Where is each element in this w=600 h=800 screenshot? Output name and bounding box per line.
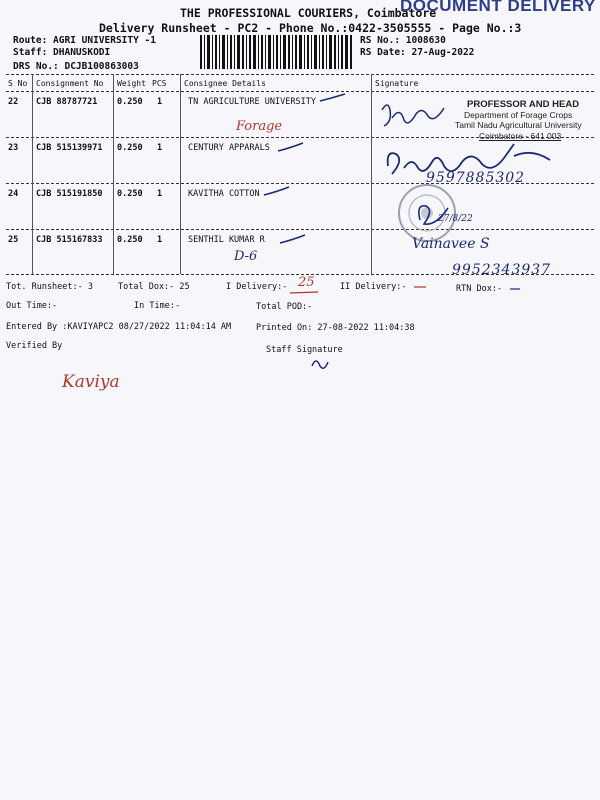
header-consignment: Consignment No <box>36 79 104 88</box>
company-name: THE PROFESSIONAL COURIERS, Coimbatore <box>180 6 437 20</box>
staff-signature-label: Staff Signature <box>266 345 343 355</box>
tick-mark <box>262 184 292 198</box>
row-weight: 0.250 <box>117 97 143 107</box>
row-pcs: 1 <box>157 235 163 245</box>
route-label: Route: AGRI UNIVERSITY -1 <box>13 35 156 46</box>
recipient-signature-icon <box>378 98 450 136</box>
handwritten-verifier: Kaviya <box>62 372 120 392</box>
rs-number: RS No.: 1008630 <box>360 35 446 46</box>
header-pcs: PCS <box>152 79 167 88</box>
tick-mark <box>278 232 308 246</box>
row-divider <box>6 229 594 230</box>
row-consignee: TN AGRICULTURE UNIVERSITY <box>188 97 316 107</box>
handwritten-date: 27/8/22 <box>438 214 473 224</box>
handwritten-forage-note: Forage <box>236 119 283 134</box>
row-sno: 24 <box>8 189 19 199</box>
header-signature: Signature <box>375 79 419 88</box>
i-delivery-label: I Delivery:- <box>226 282 288 292</box>
stamp-title: PROFESSOR AND HEAD <box>467 99 580 110</box>
row-consignee: CENTURY APPARALS <box>188 143 270 153</box>
entered-by: Entered By :KAVIYAPC2 08/27/2022 11:04:14 AM <box>6 322 232 332</box>
row-consignee: SENTHIL KUMAR R <box>188 235 265 245</box>
row-pcs: 1 <box>157 189 163 199</box>
column-divider <box>113 74 114 274</box>
handwritten-d6-note: D-6 <box>234 249 258 264</box>
row-weight: 0.250 <box>117 143 143 153</box>
rs-date: RS Date: 27-Aug-2022 <box>360 47 475 58</box>
handwritten-i-delivery: 25 <box>298 275 315 290</box>
runsheet-subtitle: Delivery Runsheet - PC2 - Phone No.:0422-3505555 - Page No.:3 <box>99 21 522 35</box>
column-divider <box>180 74 181 274</box>
row-consignment: CJB 515139971 <box>36 143 103 153</box>
stamp-university: Tamil Nadu Agricultural University <box>455 120 582 130</box>
row-consignment: CJB 515191850 <box>36 189 103 199</box>
column-divider <box>371 74 372 274</box>
drs-number: DRS No.: DCJB100863003 <box>13 61 139 72</box>
out-time-label: Out Time:- <box>6 301 58 311</box>
tot-runsheet: Tot. Runsheet:- 3 <box>6 282 93 292</box>
stamp-city: Coimbatore - 641 003 <box>479 131 562 141</box>
row-consignee: KAVITHA COTTON <box>188 189 260 199</box>
dash-mark <box>510 286 522 292</box>
underline-mark <box>290 290 320 296</box>
dash-mark <box>414 284 428 290</box>
row-pcs: 1 <box>157 143 163 153</box>
row-weight: 0.250 <box>117 235 143 245</box>
rtn-dox-label: RTN Dox:- <box>456 284 503 294</box>
column-divider <box>32 74 33 274</box>
in-time-label: In Time:- <box>134 301 181 311</box>
header-sno: S No <box>8 79 28 88</box>
total-dox: Total Dox:- 25 <box>118 282 190 292</box>
table-top-border <box>6 74 594 75</box>
row-weight: 0.250 <box>117 189 143 199</box>
row-sno: 25 <box>8 235 19 245</box>
handwritten-phone: 9597885302 <box>426 170 526 186</box>
staff-signature-icon <box>308 354 332 374</box>
row-sno: 23 <box>8 143 19 153</box>
row-consignment: CJB 88787721 <box>36 97 98 107</box>
header-consignee: Consignee Details <box>184 79 266 88</box>
recipient-signature-icon <box>414 196 454 230</box>
total-pod-label: Total POD:- <box>256 302 313 312</box>
ii-delivery-label: II Delivery:- <box>340 282 407 292</box>
tick-mark <box>276 140 306 154</box>
tick-mark <box>318 92 348 104</box>
document-delivery-stamp: DOCUMENT DELIVERY <box>400 0 596 15</box>
row-pcs: 1 <box>157 97 163 107</box>
printed-on: Printed On: 27-08-2022 11:04:38 <box>256 323 415 333</box>
header-weight: Weight <box>117 79 146 88</box>
verified-by-label: Verified By <box>6 341 63 351</box>
handwritten-phone: 9952343937 <box>452 262 552 278</box>
staff-label: Staff: DHANUSKODI <box>13 47 111 58</box>
handwritten-recipient-name: Vainavee S <box>412 236 490 252</box>
row-consignment: CJB 515167833 <box>36 235 103 245</box>
stamp-department: Department of Forage Crops <box>464 110 573 120</box>
table-header-border <box>6 91 594 92</box>
barcode-icon <box>200 35 352 69</box>
row-sno: 22 <box>8 97 19 107</box>
